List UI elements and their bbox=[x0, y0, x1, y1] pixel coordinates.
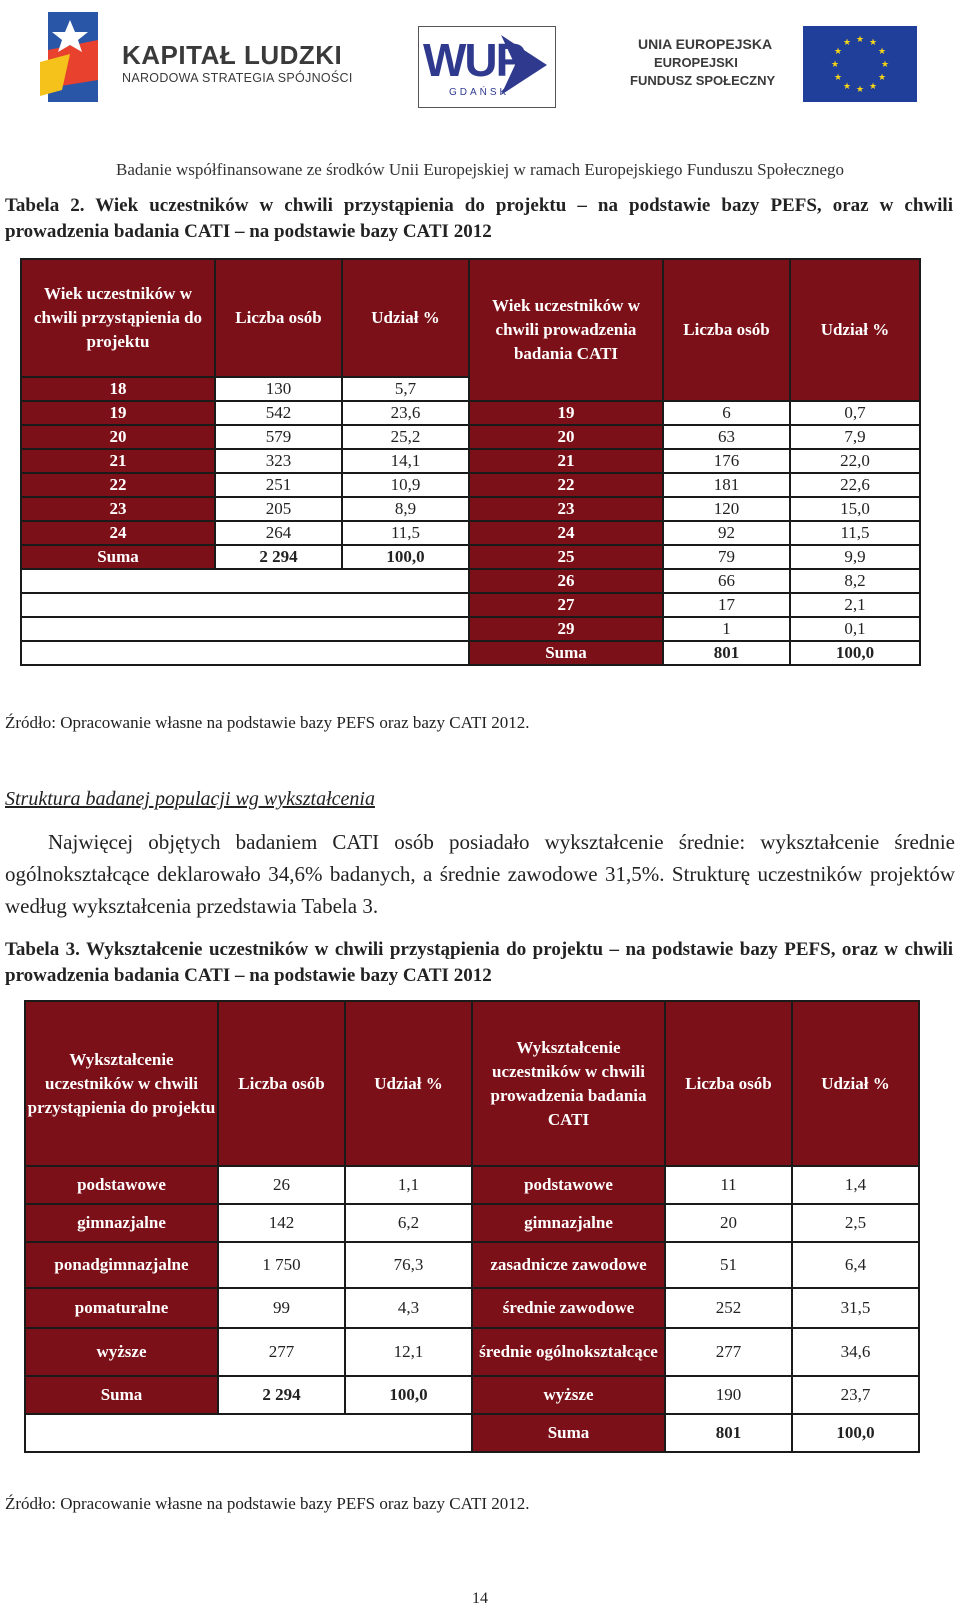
table2-count-cell: 92 bbox=[663, 521, 790, 545]
table3-education-cell: wyższe bbox=[472, 1376, 665, 1414]
table-row bbox=[21, 401, 920, 425]
table2-share-cell: 0,1 bbox=[790, 617, 920, 641]
table-row bbox=[25, 1242, 919, 1288]
table3-count-cell: 11 bbox=[665, 1166, 792, 1204]
table3-education-cell: ponadgimnazjalne bbox=[25, 1242, 218, 1288]
table3-share-cell: 1,1 bbox=[345, 1166, 472, 1204]
table2-count-cell: 6 bbox=[663, 401, 790, 425]
table-row bbox=[21, 617, 920, 641]
table-row bbox=[21, 641, 920, 665]
table2-share-cell: 23,6 bbox=[342, 401, 469, 425]
kapital-ludzki-subtitle: NARODOWA STRATEGIA SPÓJNOŚCI bbox=[122, 71, 353, 85]
table-row bbox=[25, 1204, 919, 1242]
wup-logo-subtext: GDAŃSK bbox=[449, 87, 510, 98]
table2 bbox=[20, 258, 921, 666]
table2-sum-count: 2 294 bbox=[215, 545, 342, 569]
table3-share-cell: 12,1 bbox=[345, 1328, 472, 1376]
table2-caption: Tabela 2. Wiek uczestników w chwili przystąpienia do projektu – na podstawie bazy PEFS, oraz w chwili prowadzenia badania CATI – na podstawie bazy CATI 2012 bbox=[5, 195, 953, 242]
table-row bbox=[25, 1288, 919, 1328]
table3-header-cell: Udział % bbox=[345, 1001, 472, 1166]
eu-flag-icon bbox=[803, 26, 917, 102]
table2-count-cell: 63 bbox=[663, 425, 790, 449]
table3-count-cell: 1 750 bbox=[218, 1242, 345, 1288]
svg-text:★: ★ bbox=[868, 38, 878, 48]
table2-header-cell: Liczba osób bbox=[215, 259, 342, 377]
table3-share-cell: 4,3 bbox=[345, 1288, 472, 1328]
page-number: 14 bbox=[472, 1590, 488, 1607]
section-title: Struktura badanej populacji wg wykształcenia bbox=[5, 788, 375, 810]
table2-count-cell: 323 bbox=[215, 449, 342, 473]
table-row bbox=[21, 569, 920, 593]
table2-share-cell: 10,9 bbox=[342, 473, 469, 497]
table3-count-cell: 190 bbox=[665, 1376, 792, 1414]
table2-sum-share: 100,0 bbox=[342, 545, 469, 569]
table2-age-cell: 24 bbox=[21, 521, 215, 545]
table3-education-cell: średnie ogólnokształcące bbox=[472, 1328, 665, 1376]
table2-count-cell: 181 bbox=[663, 473, 790, 497]
table2-header-cell: Udział % bbox=[790, 259, 920, 401]
table2-age-cell: 27 bbox=[469, 593, 663, 617]
table2-count-cell: 542 bbox=[215, 401, 342, 425]
table2-count-cell: 176 bbox=[663, 449, 790, 473]
table3-share-cell: 34,6 bbox=[792, 1328, 919, 1376]
table2-age-cell: 20 bbox=[21, 425, 215, 449]
section-paragraph: Najwięcej objętych badaniem CATI osób posiadało wykształcenie średnie: wykształcenie średnie ogólnokształcące deklarowało 34,6% badanych, a średnie zawodowe 31,5%. Strukturę uczestników projektów według wykształcenia przedstawia Tabela 3. bbox=[5, 830, 955, 918]
table3 bbox=[24, 1000, 920, 1453]
table2-share-cell: 15,0 bbox=[790, 497, 920, 521]
table2-count-cell: 579 bbox=[215, 425, 342, 449]
table3-education-cell: wyższe bbox=[25, 1328, 218, 1376]
table2-share-cell: 25,2 bbox=[342, 425, 469, 449]
table-row bbox=[25, 1166, 919, 1204]
kapital-ludzki-title: KAPITAŁ LUDZKI bbox=[122, 40, 343, 70]
table2-share-cell: 9,9 bbox=[790, 545, 920, 569]
table2-age-cell: 18 bbox=[21, 377, 215, 401]
kapital-ludzki-logo-icon bbox=[40, 10, 102, 106]
table3-count-cell: 51 bbox=[665, 1242, 792, 1288]
table3-share-cell: 23,7 bbox=[792, 1376, 919, 1414]
table2-share-cell: 8,2 bbox=[790, 569, 920, 593]
table2-age-cell: 22 bbox=[469, 473, 663, 497]
table3-count-cell: 20 bbox=[665, 1204, 792, 1242]
svg-text:★: ★ bbox=[830, 60, 840, 70]
table2-header-cell: Wiek uczestników w chwili przystąpienia do projektu bbox=[21, 259, 215, 377]
table2-share-cell: 2,1 bbox=[790, 593, 920, 617]
table3-sum-count: 801 bbox=[665, 1414, 792, 1452]
table2-share-cell: 8,9 bbox=[342, 497, 469, 521]
table-row bbox=[25, 1414, 919, 1452]
table3-share-cell: 31,5 bbox=[792, 1288, 919, 1328]
svg-text:★: ★ bbox=[833, 47, 843, 57]
table2-share-cell: 11,5 bbox=[342, 521, 469, 545]
table2-age-cell: 26 bbox=[469, 569, 663, 593]
table3-share-cell: 2,5 bbox=[792, 1204, 919, 1242]
ue-logo-line3: FUNDUSZ SPOŁECZNY bbox=[630, 73, 776, 88]
wup-gdansk-logo bbox=[418, 26, 556, 108]
table2-share-cell: 22,0 bbox=[790, 449, 920, 473]
table3-sum-label: Suma bbox=[25, 1376, 218, 1414]
svg-text:★: ★ bbox=[877, 47, 887, 57]
table3-header-cell: Udział % bbox=[792, 1001, 919, 1166]
table3-share-cell: 76,3 bbox=[345, 1242, 472, 1288]
table3-sum-share: 100,0 bbox=[792, 1414, 919, 1452]
svg-text:★: ★ bbox=[842, 38, 852, 48]
ue-logo-line1: UNIA EUROPEJSKA bbox=[638, 36, 773, 52]
table-row bbox=[21, 425, 920, 449]
table-row bbox=[21, 545, 920, 569]
table2-share-cell: 11,5 bbox=[790, 521, 920, 545]
table2-sum-label: Suma bbox=[21, 545, 215, 569]
table2-age-cell: 25 bbox=[469, 545, 663, 569]
table-row bbox=[21, 521, 920, 545]
table2-age-cell: 21 bbox=[469, 449, 663, 473]
table2-age-cell: 24 bbox=[469, 521, 663, 545]
table2-count-cell: 79 bbox=[663, 545, 790, 569]
table2-count-cell: 66 bbox=[663, 569, 790, 593]
table2-age-cell: 19 bbox=[21, 401, 215, 425]
table3-count-cell: 142 bbox=[218, 1204, 345, 1242]
svg-text:★: ★ bbox=[855, 85, 865, 95]
table2-sum-share: 100,0 bbox=[790, 641, 920, 665]
table3-share-cell: 6,4 bbox=[792, 1242, 919, 1288]
table2-count-cell: 205 bbox=[215, 497, 342, 521]
table2-count-cell: 120 bbox=[663, 497, 790, 521]
table3-count-cell: 252 bbox=[665, 1288, 792, 1328]
table2-count-cell: 130 bbox=[215, 377, 342, 401]
table3-education-cell: podstawowe bbox=[25, 1166, 218, 1204]
table3-education-cell: średnie zawodowe bbox=[472, 1288, 665, 1328]
table2-age-cell: 23 bbox=[469, 497, 663, 521]
table2-count-cell: 264 bbox=[215, 521, 342, 545]
table2-share-cell: 7,9 bbox=[790, 425, 920, 449]
table2-header-cell: Udział % bbox=[342, 259, 469, 377]
table2-age-cell: 20 bbox=[469, 425, 663, 449]
table3-sum-label: Suma bbox=[472, 1414, 665, 1452]
table3-header-cell: Liczba osób bbox=[665, 1001, 792, 1166]
table3-header-cell: Wykształcenie uczestników w chwili przystąpienia do projektu bbox=[25, 1001, 218, 1166]
table2-count-cell: 251 bbox=[215, 473, 342, 497]
table3-count-cell: 26 bbox=[218, 1166, 345, 1204]
svg-text:★: ★ bbox=[880, 60, 890, 70]
svg-text:★: ★ bbox=[833, 73, 843, 83]
table2-sum-count: 801 bbox=[663, 641, 790, 665]
table-row bbox=[25, 1376, 919, 1414]
table3-count-cell: 99 bbox=[218, 1288, 345, 1328]
svg-text:★: ★ bbox=[855, 35, 865, 45]
table2-age-cell: 21 bbox=[21, 449, 215, 473]
table3-education-cell: podstawowe bbox=[472, 1166, 665, 1204]
table2-share-cell: 5,7 bbox=[342, 377, 469, 401]
table2-header-cell: Wiek uczestników w chwili prowadzenia badania CATI bbox=[469, 259, 663, 401]
table-row bbox=[21, 497, 920, 521]
table3-sum-share: 100,0 bbox=[345, 1376, 472, 1414]
cofinancing-note: Badanie współfinansowane ze środków Unii Europejskiej w ramach Europejskiego Funduszu Społecznego bbox=[116, 160, 844, 179]
table-row bbox=[21, 449, 920, 473]
table3-share-cell: 1,4 bbox=[792, 1166, 919, 1204]
table3-count-cell: 277 bbox=[665, 1328, 792, 1376]
table3-caption: Tabela 3. Wykształcenie uczestników w chwili przystąpienia do projektu – na podstawie bazy PEFS, oraz w chwili prowadzenia badania CATI – na podstawie bazy CATI 2012 bbox=[5, 939, 953, 986]
table2-count-cell: 17 bbox=[663, 593, 790, 617]
table2-age-cell: 22 bbox=[21, 473, 215, 497]
table2-share-cell: 22,6 bbox=[790, 473, 920, 497]
table2-sum-label: Suma bbox=[469, 641, 663, 665]
svg-text:★: ★ bbox=[877, 73, 887, 83]
table2-share-cell: 0,7 bbox=[790, 401, 920, 425]
table2-count-cell: 1 bbox=[663, 617, 790, 641]
table3-share-cell: 6,2 bbox=[345, 1204, 472, 1242]
table3-source: Źródło: Opracowanie własne na podstawie bazy PEFS oraz bazy CATI 2012. bbox=[5, 1494, 530, 1513]
table2-share-cell: 14,1 bbox=[342, 449, 469, 473]
table2-source: Źródło: Opracowanie własne na podstawie bazy PEFS oraz bazy CATI 2012. bbox=[5, 713, 530, 732]
table3-header-cell: Wykształcenie uczestników w chwili prowadzenia badania CATI bbox=[472, 1001, 665, 1166]
ue-logo-line2: EUROPEJSKI bbox=[654, 55, 738, 70]
table2-age-cell: 19 bbox=[469, 401, 663, 425]
table3-count-cell: 277 bbox=[218, 1328, 345, 1376]
table2-age-cell: 29 bbox=[469, 617, 663, 641]
table3-header-cell: Liczba osób bbox=[218, 1001, 345, 1166]
table3-education-cell: pomaturalne bbox=[25, 1288, 218, 1328]
table3-education-cell: gimnazjalne bbox=[25, 1204, 218, 1242]
table-row bbox=[25, 1328, 919, 1376]
table2-age-cell: 23 bbox=[21, 497, 215, 521]
wup-logo-text: WUP bbox=[423, 34, 525, 86]
table2-header-cell: Liczba osób bbox=[663, 259, 790, 401]
svg-text:★: ★ bbox=[842, 82, 852, 92]
svg-text:★: ★ bbox=[868, 82, 878, 92]
table3-education-cell: zasadnicze zawodowe bbox=[472, 1242, 665, 1288]
table3-sum-count: 2 294 bbox=[218, 1376, 345, 1414]
table-row bbox=[21, 473, 920, 497]
table-row bbox=[21, 593, 920, 617]
table3-education-cell: gimnazjalne bbox=[472, 1204, 665, 1242]
